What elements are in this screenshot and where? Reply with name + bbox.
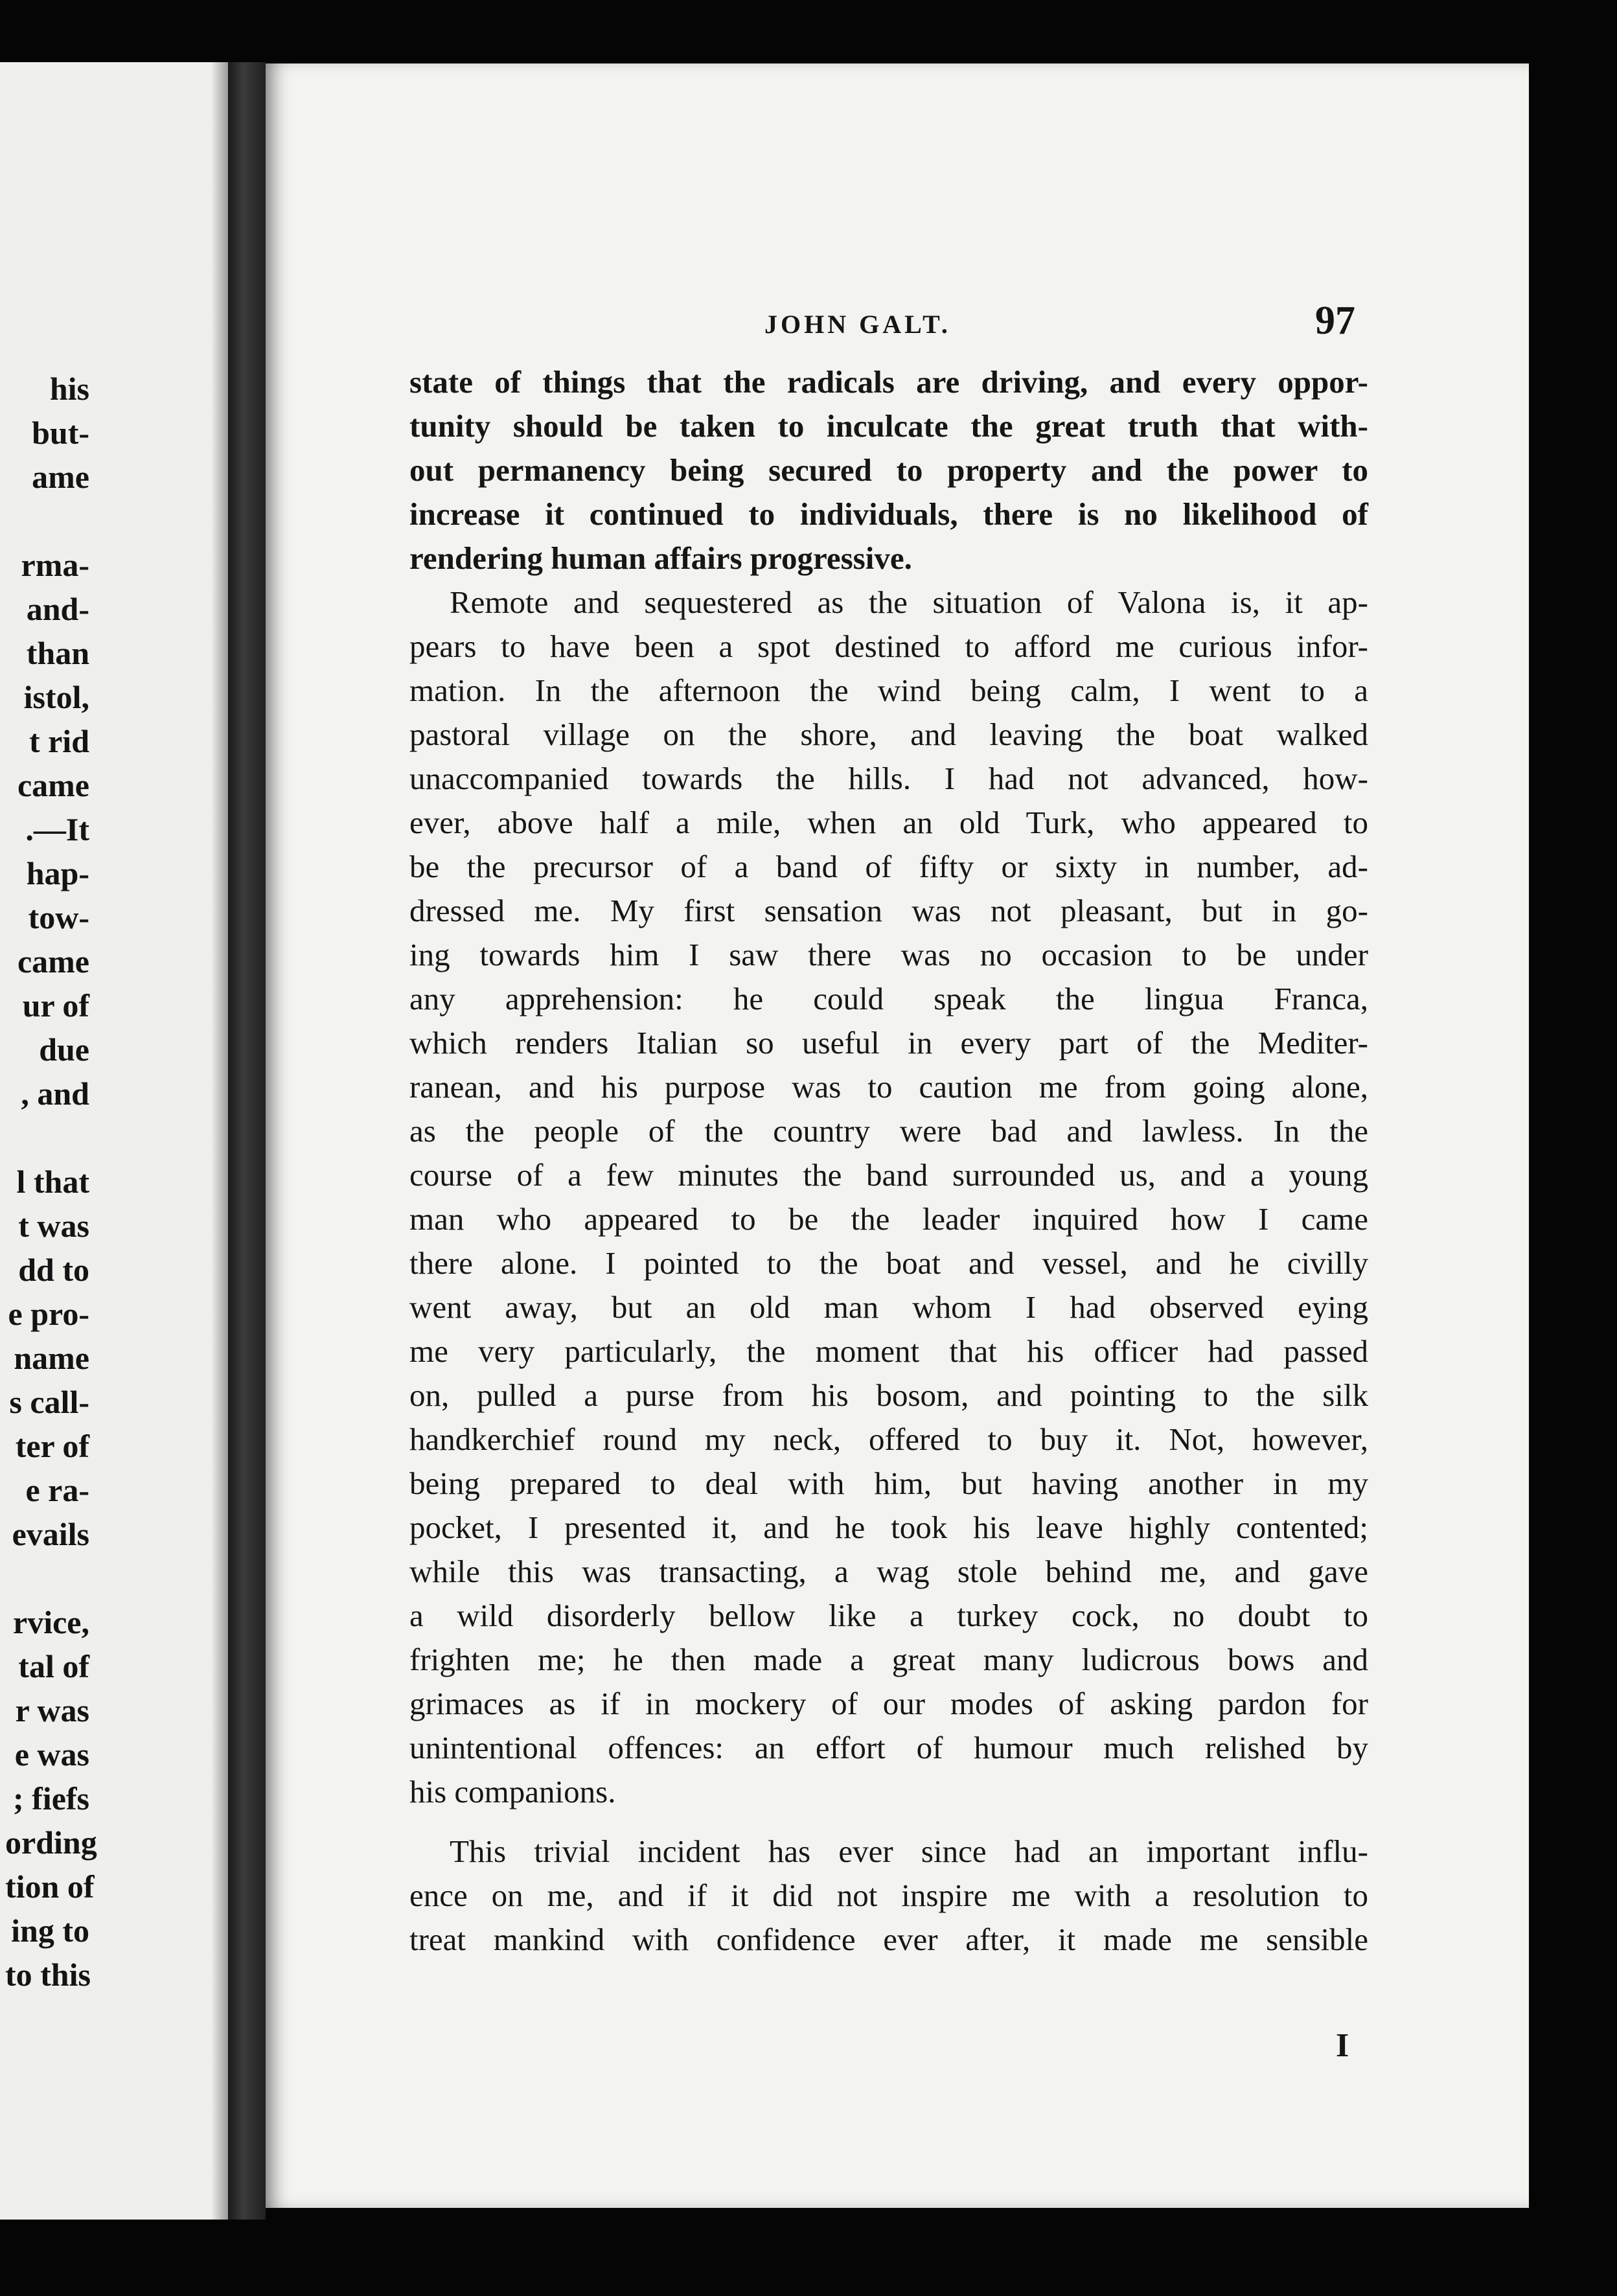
text-line: me very particularly, the moment that his officer had passed	[409, 1333, 1368, 1369]
text-line: being prepared to deal with him, but having another in my	[409, 1465, 1368, 1501]
text-line: there alone. I pointed to the boat and vessel, and he civilly	[409, 1245, 1368, 1281]
text-line: rendering human affairs progressive.	[409, 540, 912, 576]
text-line: unintentional offences: an effort of humour much relished by	[409, 1730, 1368, 1765]
left-page-line: r was	[15, 1692, 89, 1728]
text-line: ing towards him I saw there was no occasion to be under	[409, 937, 1368, 972]
left-page-line: , and	[21, 1075, 89, 1112]
text-line: frighten me; he then made a great many ludicrous bows and	[409, 1642, 1368, 1677]
left-page-line: tion of	[5, 1868, 95, 1905]
left-page-line: t was	[18, 1208, 89, 1244]
left-page-fragments	[5, 367, 97, 1997]
left-page-line: t rid	[29, 723, 89, 759]
left-page-line: e ra-	[25, 1472, 89, 1508]
text-line: pastoral village on the shore, and leaving the boat walked	[409, 717, 1368, 752]
signature-mark: I	[1336, 2027, 1349, 2064]
text-line: ence on me, and if it did not inspire me with a resolution to	[409, 1877, 1368, 1913]
text-line: ranean, and his purpose was to caution me from going alone,	[409, 1069, 1368, 1105]
text-line: tunity should be taken to inculcate the great truth that with-	[409, 408, 1368, 444]
text-line: handkerchief round my neck, offered to buy it. Not, however,	[409, 1421, 1368, 1457]
text-line: dressed me. My first sensation was not pleasant, but in go-	[409, 893, 1368, 928]
body-text	[409, 360, 1368, 1962]
left-page-line: s call-	[9, 1384, 89, 1420]
left-page-line: rma-	[21, 547, 89, 583]
text-line: any apprehension: he could speak the lingua Franca,	[409, 981, 1368, 1016]
text-line: pocket, I presented it, and he took his leave highly contented;	[409, 1510, 1368, 1545]
paragraph	[409, 1830, 1368, 1962]
left-page-line: name	[14, 1340, 89, 1376]
left-page-line: tal of	[18, 1648, 89, 1684]
left-page-line: ording	[5, 1824, 97, 1861]
text-line: which renders Italian so useful in every part of the Mediter-	[409, 1025, 1368, 1061]
paragraph	[409, 360, 1368, 580]
left-page-shadow	[211, 62, 228, 2220]
left-page-gap	[5, 1116, 89, 1160]
left-page-line: and-	[26, 591, 89, 627]
text-line: man who appeared to be the leader inquired how I came	[409, 1201, 1368, 1237]
left-page-line: dd to	[18, 1252, 89, 1288]
paragraph-gap	[409, 1814, 1368, 1830]
running-head: JOHN GALT.	[764, 310, 951, 339]
left-page-line: ing to	[11, 1912, 89, 1949]
left-page-line: e was	[14, 1736, 89, 1773]
left-page-line: but-	[32, 415, 89, 451]
left-page-line: e pro-	[8, 1296, 89, 1332]
left-page-line: istol,	[23, 679, 89, 715]
text-line: out permanency being secured to property and the power to	[409, 452, 1368, 488]
text-line: This trivial incident has ever since had an important influ-	[450, 1833, 1368, 1869]
text-line: went away, but an old man whom I had observed eying	[409, 1289, 1368, 1325]
text-line: his companions.	[409, 1774, 616, 1809]
text-line: as the people of the country were bad and lawless. In the	[409, 1113, 1368, 1149]
left-page-line: ter of	[15, 1428, 89, 1464]
left-page-line: l that	[16, 1164, 89, 1200]
left-page-line: came	[17, 943, 89, 980]
paragraph	[409, 580, 1368, 1814]
left-page-line: due	[39, 1031, 89, 1068]
text-line: be the precursor of a band of fifty or sixty in number, ad-	[409, 849, 1368, 884]
left-page-line: to this	[5, 1957, 91, 1993]
left-page-line: his	[49, 371, 89, 407]
text-line: course of a few minutes the band surrounded us, and a young	[409, 1157, 1368, 1193]
text-line: pears to have been a spot destined to afford me curious infor-	[409, 628, 1368, 664]
text-line: Remote and sequestered as the situation of Valona is, it ap-	[450, 584, 1368, 620]
left-page-line: ; fiefs	[13, 1780, 89, 1817]
text-line: a wild disorderly bellow like a turkey cock, no doubt to	[409, 1598, 1368, 1633]
text-line: ever, above half a mile, when an old Turk, who appeared to	[409, 805, 1368, 840]
left-page-line: than	[26, 635, 89, 671]
text-line: treat mankind with confidence ever after, it made me sensible	[409, 1922, 1368, 1957]
left-page-line: .—It	[25, 811, 89, 847]
left-page-line: rvice,	[13, 1604, 89, 1640]
text-line: grimaces as if in mockery of our modes of asking pardon for	[409, 1686, 1368, 1721]
text-line: while this was transacting, a wag stole behind me, and gave	[409, 1554, 1368, 1589]
page-header	[266, 299, 1509, 347]
left-page-line: evails	[12, 1516, 89, 1552]
text-line: mation. In the afternoon the wind being calm, I went to a	[409, 672, 1368, 708]
left-page-gap	[5, 499, 89, 543]
left-page-gap	[5, 1556, 89, 1600]
text-line: on, pulled a purse from his bosom, and pointing to the silk	[409, 1377, 1368, 1413]
left-page-line: hap-	[26, 855, 89, 891]
left-page	[0, 62, 228, 2220]
left-page-line: ur of	[22, 987, 89, 1024]
left-page-line: ame	[32, 459, 89, 495]
text-line: unaccompanied towards the hills. I had not advanced, how-	[409, 761, 1368, 796]
right-page	[266, 63, 1529, 2208]
text-line: increase it continued to individuals, there is no likelihood of	[409, 496, 1368, 532]
text-line: state of things that the radicals are driving, and every oppor-	[409, 364, 1368, 400]
left-page-line: came	[17, 767, 89, 803]
page-number: 97	[1315, 299, 1355, 343]
left-page-line: tow-	[28, 899, 89, 936]
book-gutter	[228, 62, 266, 2220]
